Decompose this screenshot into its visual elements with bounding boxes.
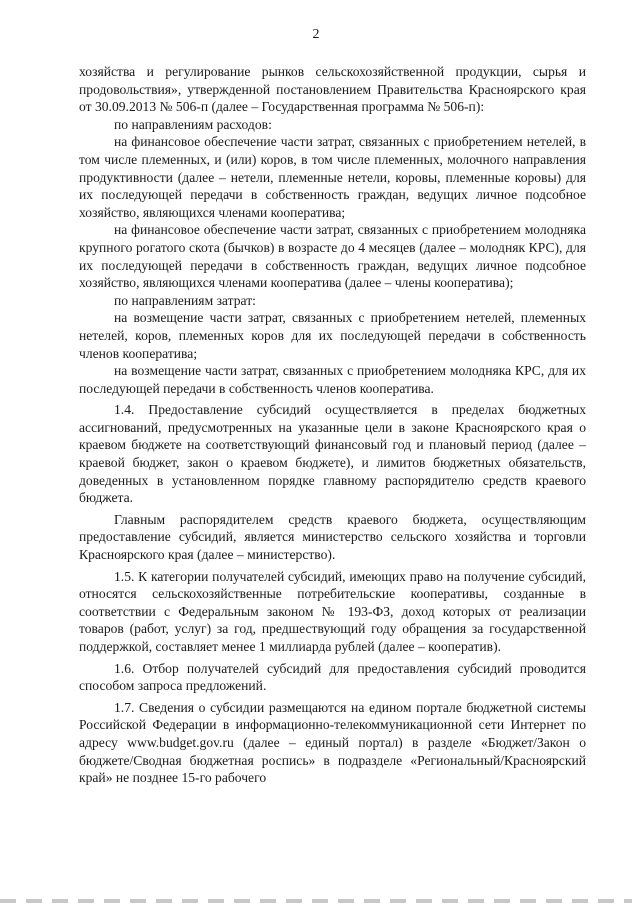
paragraph-1-5-recipients: 1.5. К категории получателей субсидий, имеющих право на получение субсидий, относятся сельскохозяйственные потребительские кооперативы, созданные в соответствии с Федеральным законом № 193-ФЗ, доход которых от реализации товаров (работ, услуг) за год, предшествующий году обращения за государственной поддержкой, составляет менее 1 миллиарда рублей (далее – кооператив). (79, 568, 586, 654)
paragraph-expense-directions-heading: по направлениям расходов: (114, 116, 272, 132)
scan-edge-artifact (0, 899, 632, 903)
paragraph-1-4-budget-limits: 1.4. Предоставление субсидий осуществляется в пределах бюджетных ассигнований, предусмотренных на указанные цели в законе Красноярского края о краевом бюджете на соответствующий финансовый год и плановый период (далее – краевой бюджет, закон о краевом бюджете), и лимитов бюджетных обязательств, доведенных в установленном порядке главному распорядителю средств краевого бюджета. (79, 402, 586, 506)
paragraph-cost-heifers: на возмещение части затрат, связанных с приобретением нетелей, племенных нетелей, коров, племенных коров для их последующей передачи в собственность членов кооператива; (79, 310, 586, 361)
paragraph-1-7-portal: 1.7. Сведения о субсидии размещаются на едином портале бюджетной системы Российской Федерации в информационно-телекоммуникационной сети Интернет по адресу www.budget.gov.ru (далее – единый портал) в разделе «Бюджет/Закон о бюджете/Сводная бюджетная роспись» в подразделе «Региональный/Красноярский край» не позднее 15-го рабочего (79, 699, 586, 786)
paragraph-cost-directions-heading: по направлениям затрат: (114, 292, 256, 308)
document-body (79, 63, 586, 787)
paragraph-expense-young-cattle: на финансовое обеспечение части затрат, связанных с приобретением молодняка крупного рогатого скота (бычков) в возрасте до 4 месяцев (далее – молодняк КРС), для их последующей передачи в собственность граждан, ведущих личное подсобное хозяйство, являющихся членами кооператива (далее – члены кооператива); (79, 222, 586, 291)
paragraph-program-reference: хозяйства и регулирование рынков сельскохозяйственной продукции, сырья и продовольствия», утвержденной постановлением Правительства Красноярского края от 30.09.2013 № 506-п (далее – Государственная программа № 506-п): (79, 64, 586, 115)
paragraph-expense-heifers: на финансовое обеспечение части затрат, связанных с приобретением нетелей, в том числе племенных, и (или) коров, в том числе племенных, молочного направления продуктивности (далее – нетели, племенные нетели, коровы, племенные коровы) для их последующей передачи в собственность граждан, ведущих личное подсобное хозяйство, являющихся членами кооператива; (79, 134, 586, 220)
paragraph-cost-young-cattle: на возмещение части затрат, связанных с приобретением молодняка КРС, для их последующей передачи в собственность членов кооператива. (79, 363, 586, 396)
paragraph-main-administrator: Главным распорядителем средств краевого бюджета, осуществляющим предоставление субсидий, является министерство сельского хозяйства и торговли Красноярского края (далее – министерство). (79, 511, 586, 563)
page-number: 2 (312, 27, 320, 42)
paragraph-1-6-selection: 1.6. Отбор получателей субсидий для предоставления субсидий проводится способом запроса предложений. (79, 660, 586, 694)
